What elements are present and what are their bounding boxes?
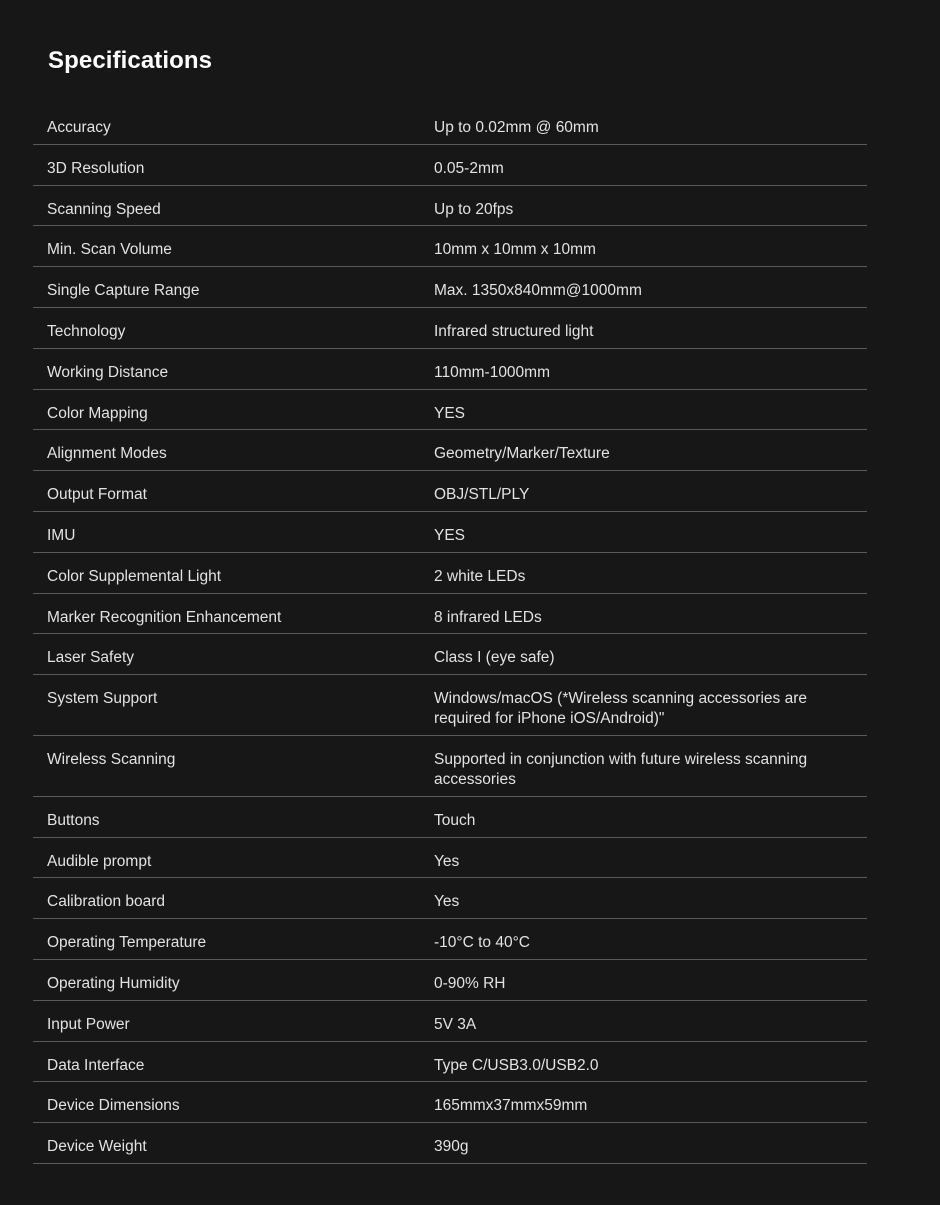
spec-label: Laser Safety (47, 649, 135, 667)
spec-value: Yes (434, 893, 460, 911)
spec-value: Supported in conjunction with future wireless scanning accessories (434, 750, 808, 788)
spec-row-input-power (33, 1001, 867, 1042)
spec-row-scanning-speed (33, 186, 867, 227)
spec-row-accuracy (33, 104, 867, 145)
spec-label: Device Dimensions (47, 1097, 180, 1115)
spec-row-calibration-board (33, 878, 867, 919)
spec-value: YES (434, 404, 466, 422)
spec-label: Operating Humidity (47, 974, 180, 992)
page-title: Specifications (48, 47, 213, 74)
spec-value: 165mmx37mmx59mm (434, 1097, 588, 1115)
spec-label: Single Capture Range (47, 282, 200, 300)
specs-table (33, 104, 867, 1164)
spec-label: Operating Temperature (47, 934, 207, 952)
spec-value: OBJ/STL/PLY (434, 486, 530, 504)
spec-label: Scanning Speed (47, 200, 161, 218)
spec-label: Accuracy (47, 119, 111, 136)
spec-row-alignment-modes (33, 430, 867, 471)
spec-value: 8 infrared LEDs (434, 608, 542, 626)
spec-row-3d-resolution (33, 145, 867, 186)
spec-row-color-mapping (33, 390, 867, 431)
spec-row-buttons (33, 797, 867, 838)
spec-label: Wireless Scanning (47, 750, 176, 768)
spec-label: Data Interface (47, 1056, 145, 1074)
spec-row-system-support (33, 675, 867, 736)
spec-value: 2 white LEDs (434, 567, 526, 585)
spec-label: Working Distance (47, 363, 169, 381)
spec-label: Buttons (47, 811, 100, 829)
spec-row-operating-temperature (33, 919, 867, 960)
spec-row-device-dimensions (33, 1082, 867, 1123)
spec-label: Calibration board (47, 893, 166, 911)
spec-value: Yes (434, 852, 460, 870)
spec-label: Alignment Modes (47, 445, 167, 463)
spec-label: Min. Scan Volume (47, 241, 172, 259)
spec-row-wireless-scanning (33, 736, 867, 797)
spec-row-color-supplemental-light (33, 553, 867, 594)
spec-label: IMU (47, 526, 76, 544)
spec-value: Windows/macOS (*Wireless scanning accessories are required for iPhone iOS/Android)" (434, 690, 807, 728)
spec-value: 390g (434, 1138, 469, 1156)
spec-row-single-capture-range (33, 267, 867, 308)
spec-label: Output Format (47, 486, 147, 504)
spec-value: Geometry/Marker/Texture (434, 445, 610, 463)
spec-value: Touch (434, 811, 476, 829)
spec-row-device-weight (33, 1123, 867, 1164)
spec-value: 0.05-2mm (434, 159, 504, 177)
spec-row-working-distance (33, 349, 867, 390)
spec-row-data-interface (33, 1042, 867, 1083)
spec-label: System Support (47, 690, 158, 708)
spec-row-marker-recognition (33, 594, 867, 635)
spec-value: Type C/USB3.0/USB2.0 (434, 1056, 599, 1074)
spec-value: Infrared structured light (434, 322, 594, 340)
spec-label: Audible prompt (47, 852, 152, 870)
spec-value: Up to 0.02mm @ 60mm (434, 119, 599, 136)
spec-row-audible-prompt (33, 838, 867, 879)
spec-row-imu (33, 512, 867, 553)
spec-label: Color Mapping (47, 404, 148, 422)
spec-row-min-scan-volume (33, 226, 867, 267)
spec-value: Max. 1350x840mm@1000mm (434, 282, 642, 300)
spec-value: -10°C to 40°C (434, 934, 530, 952)
spec-value: 5V 3A (434, 1015, 477, 1033)
spec-value: Up to 20fps (434, 200, 514, 218)
spec-value: 10mm x 10mm x 10mm (434, 241, 596, 259)
spec-label: Input Power (47, 1015, 130, 1033)
spec-value: 110mm-1000mm (434, 363, 551, 381)
spec-label: Technology (47, 322, 126, 340)
spec-row-technology (33, 308, 867, 349)
spec-row-laser-safety (33, 634, 867, 675)
spec-label: Device Weight (47, 1138, 147, 1156)
spec-value: Class I (eye safe) (434, 649, 555, 667)
spec-label: Marker Recognition Enhancement (47, 608, 282, 626)
spec-row-output-format (33, 471, 867, 512)
spec-label: Color Supplemental Light (47, 567, 222, 585)
spec-label: 3D Resolution (47, 159, 145, 177)
spec-value: YES (434, 526, 466, 544)
spec-row-operating-humidity (33, 960, 867, 1001)
spec-value: 0-90% RH (434, 974, 506, 992)
